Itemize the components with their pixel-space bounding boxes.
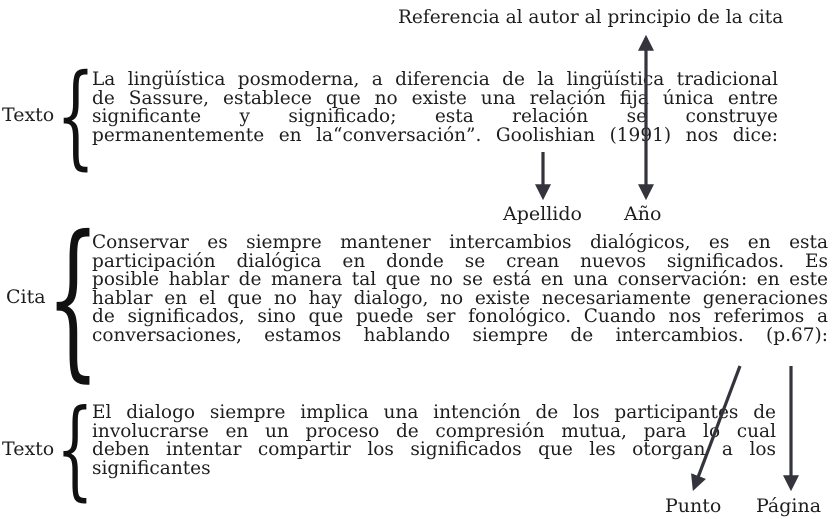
text-line: posible hablar de manera tal que no se está en una conservación: en este — [92, 269, 828, 291]
text-line: permanentemente en la“conversación”. Goolishian (1991) nos dice: — [92, 124, 778, 146]
section-label-cita: Cita — [6, 286, 46, 308]
arrow-punto — [694, 366, 740, 488]
text-line: hablar en el que no hay dialogo, no existe necesariamente generaciones — [92, 287, 828, 309]
annotation-apellido: Apellido — [503, 203, 582, 225]
top-reference-label: Referencia al autor al principio de la cita — [398, 7, 784, 28]
text-line: significante y significado; esta relación se construye — [92, 106, 778, 128]
section-label-texto-2: Texto — [2, 438, 55, 460]
text-line: de significados, sino que puede ser fonológico. Cuando nos referimos a — [92, 306, 828, 328]
annotation-punto: Punto — [665, 495, 722, 517]
brace-texto-2: { — [56, 387, 94, 512]
text-line: participación dialógica en donde se crean nuevos significados. Es — [92, 250, 828, 272]
section-label-texto-1: Texto — [2, 104, 55, 126]
text-line: de Sassure, establece que no existe una relación fija única entre — [92, 87, 778, 109]
annotation-pagina: Página — [756, 495, 822, 517]
brace-cita: { — [46, 200, 101, 398]
text-line: involucrarse en un proceso de compresión mutua, para lo cual — [92, 420, 776, 442]
text-line: significantes — [92, 457, 211, 479]
text-line: La lingüística posmoderna, a diferencia de la lingüística tradicional — [92, 69, 778, 90]
text-line: deben intentar compartir los significados que les otorgan a los — [92, 439, 776, 461]
text-line: El dialogo siempre implica una intención de los participantes de — [92, 402, 776, 423]
brace-texto-1: { — [56, 51, 96, 181]
text-line: Conservar es siempre mantener intercambios dialógicos, es en esta — [92, 232, 828, 253]
text-line: conversaciones, estamos hablando siempre de intercambios. (p.67): — [92, 324, 828, 346]
annotation-anio: Año — [624, 203, 662, 225]
